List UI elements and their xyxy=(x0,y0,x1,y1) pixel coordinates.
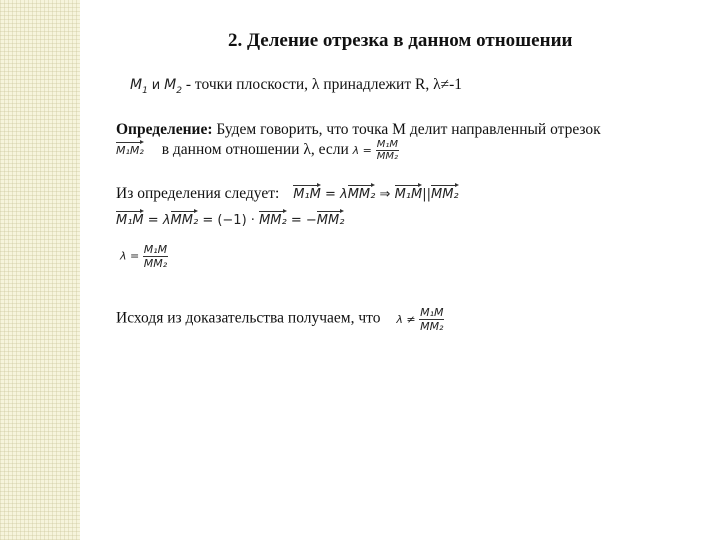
conclusion-fraction xyxy=(419,306,444,333)
follows-text: Из определения следует: xyxy=(116,185,280,202)
equation-chain xyxy=(116,213,344,228)
definition-label: Определение: xyxy=(116,121,213,138)
lambda-equals: λ = xyxy=(120,249,140,263)
segment-vector-m1m2: M₁M₂ xyxy=(116,144,144,158)
definition-text: Будем говорить, что точка M делит направленный отрезок xyxy=(216,121,601,138)
conclusion-formula xyxy=(396,306,444,333)
definition-fraction-denominator: MM₂ xyxy=(376,151,399,162)
equals-minus-one: = (−1) · xyxy=(202,213,255,228)
vector-m1m: M₁M xyxy=(293,187,321,202)
vector-m1m-parallel: M₁M xyxy=(394,187,423,202)
point-m2: $M_2$ xyxy=(164,77,182,96)
lambda-formula xyxy=(120,243,168,270)
definition-line xyxy=(116,121,601,139)
conclusion-fraction-numerator: M₁M xyxy=(420,306,444,319)
vector-mm2-second: MM₂ xyxy=(259,213,287,228)
vector-mm2: MM₂ xyxy=(347,187,376,202)
lambda-fraction-denominator: MM₂ xyxy=(143,257,168,270)
points-definition-line xyxy=(130,76,462,96)
definition-text-2: в данном отношении λ, если xyxy=(161,141,349,159)
equals-negative: = − xyxy=(290,213,317,228)
equals-lambda: = λ xyxy=(147,213,171,228)
vector-m1m: M₁M xyxy=(116,213,144,228)
vector-mm2-third: MM₂ xyxy=(316,213,345,228)
definition-fraction xyxy=(376,139,399,162)
vector-mm2-parallel: MM₂ xyxy=(430,187,459,202)
follows-line xyxy=(116,185,459,203)
point-m1: $M_1$ xyxy=(130,77,148,96)
conclusion-text: Исходя из доказательства получаем, что xyxy=(116,309,381,327)
definition-fraction-numerator: M₁M xyxy=(376,139,399,150)
implies-symbol: ⇒ xyxy=(379,187,391,202)
definition-lambda: λ = xyxy=(352,144,372,158)
definition-line-2 xyxy=(116,139,399,162)
decorative-sidebar xyxy=(0,0,80,540)
points-description: - точки плоскости, λ принадлежит R, λ≠-1 xyxy=(185,76,463,93)
conclusion-fraction-denominator: MM₂ xyxy=(420,320,444,333)
conclusion-line xyxy=(116,306,444,333)
lambda-fraction xyxy=(143,243,168,270)
equals-lambda: = λ xyxy=(325,187,348,202)
lambda-not-equal: λ ≠ xyxy=(396,312,416,326)
lambda-fraction-numerator: M₁M xyxy=(143,243,168,256)
page-title: 2. Деление отрезка в данном отношении xyxy=(228,30,573,51)
follows-equation xyxy=(293,187,458,202)
parallel-symbol: || xyxy=(422,187,431,202)
vector-mm2: MM₂ xyxy=(170,213,199,228)
and-word: и xyxy=(151,78,161,93)
